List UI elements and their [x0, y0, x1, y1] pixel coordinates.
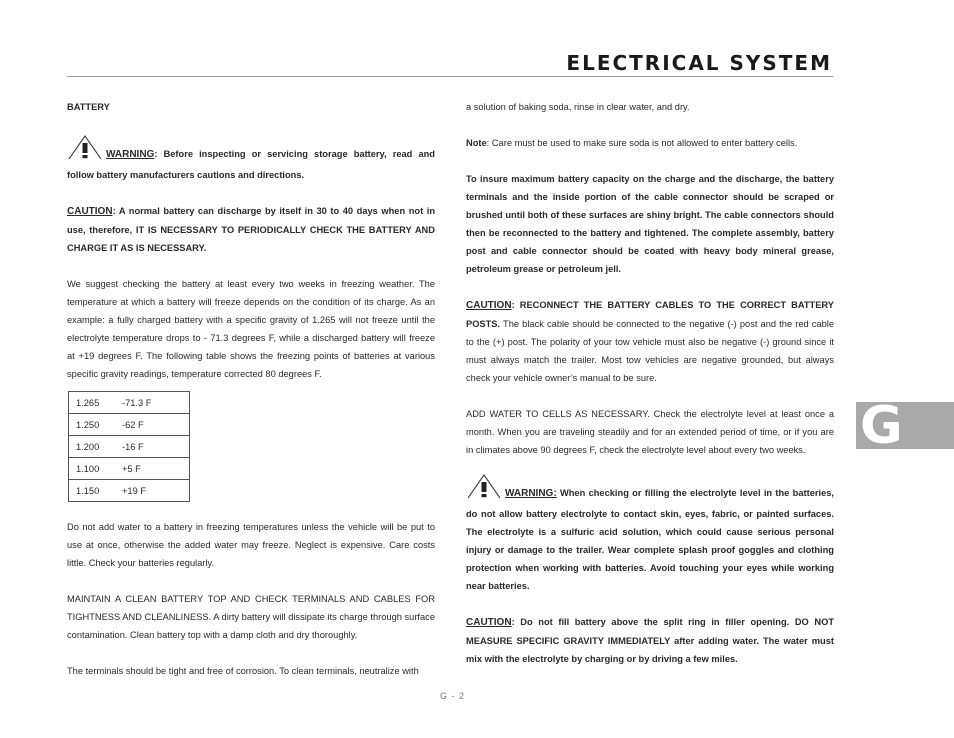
warning-triangle-icon — [67, 134, 103, 166]
section-tab — [856, 396, 954, 456]
gravity-cell: 1.150 — [76, 485, 100, 496]
right-column — [466, 98, 834, 668]
caution-label: CAUTION — [67, 206, 113, 217]
warning-text: : Before inspecting or servicing storage battery, read and follow battery manufacturers cautions and directions. — [67, 149, 435, 180]
note-block — [466, 134, 834, 152]
caution-bold-text: : RECONNECT THE BATTERY CABLES TO THE CORRECT BATTERY POSTS. — [466, 300, 834, 329]
gravity-cell: 1.100 — [76, 463, 100, 474]
paragraph-add-water: ADD WATER TO CELLS AS NECESSARY. Check the electrolyte level at least once a month. When you are traveling steadily and for an extended period of time, or if you are in climates above 90 degrees F, check the electrolyte level about every two weeks. — [466, 409, 834, 455]
paragraph-baking-soda: a solution of baking soda, rinse in clear water, and dry. — [466, 102, 690, 112]
caution-label: CAUTION — [466, 300, 512, 311]
freezing-point-table — [68, 391, 190, 502]
caution-text: The black cable should be connected to the negative (-) post and the red cable to the (+) post. The polarity of your tow vehicle must also be negative (-) ground since it must always match the trailer. Most tow vehicles are negative grounded, but always check your vehicle owner’s manual to be sure. — [466, 319, 834, 383]
warning-label: WARNING: — [505, 488, 557, 499]
caution-block-2 — [466, 296, 834, 387]
note-label: Note — [466, 138, 487, 148]
gravity-cell: 1.200 — [76, 441, 100, 452]
table-row — [69, 436, 190, 458]
left-column — [67, 98, 435, 680]
section-heading-battery: BATTERY — [67, 102, 110, 112]
caution-label: CAUTION — [466, 617, 512, 628]
page-number: G - 2 — [440, 691, 466, 701]
table-row — [69, 392, 190, 414]
paragraph-terminals: The terminals should be tight and free of corrosion. To clean terminals, neutralize with — [67, 666, 419, 676]
warning-text: When checking or filling the electrolyte level in the batteries, do not allow battery electrolyte to contact skin, eyes, fabric, or painted surfaces. The electrolyte is a sulfuric acid solution, which could cause serious personal injury or damage to the trailer. Wear complete splash proof goggles and clothing protection when working with batteries. Avoid touching your eyes while working near batteries. — [466, 488, 834, 591]
paragraph-clean-top: MAINTAIN A CLEAN BATTERY TOP AND CHECK TERMINALS AND CABLES FOR TIGHTNESS AND CLEANLINESS. A dirty battery will dissipate its charge through surface contamination. Clean battery top with a damp cloth and dry thoroughly. — [67, 594, 435, 640]
header-rule — [67, 76, 833, 77]
caution-block-1 — [67, 202, 435, 257]
section-tab-letter: G — [860, 396, 903, 456]
gravity-cell: 1.265 — [76, 397, 100, 408]
table-row — [69, 458, 190, 480]
caution-block-3 — [466, 613, 834, 668]
caution-text: : Do not fill battery above the split ring in filler opening. DO NOT MEASURE SPECIFIC GRAVITY IMMEDIATELY after adding water. The water must mix with the electrolyte by charging or by driving a few miles. — [466, 617, 834, 664]
paragraph-freezing: We suggest checking the battery at least every two weeks in freezing weather. The temperature at which a battery will freeze depends on the condition of its charge. As an example: a fully charged battery with a specific gravity of 1.265 will not freeze until the electrolyte temperature drops to - 71.3 degrees F, while a discharged battery will freeze at +19 degrees F. The following table shows the freezing points of batteries at various specific gravity readings, temperature corrected 80 degrees F. — [67, 279, 435, 379]
table-row — [69, 480, 190, 502]
warning-block-1 — [67, 134, 435, 184]
temp-cell: +5 F — [122, 463, 141, 474]
temp-cell: -16 F — [122, 441, 144, 452]
gravity-cell: 1.250 — [76, 419, 100, 430]
warning-label: WARNING — [106, 149, 155, 160]
warning-triangle-icon — [466, 473, 502, 505]
caution-text-b: IT IS NECESSARY TO PERIODICALLY CHECK THE BATTERY AND CHARGE IT AS IS NECESSARY. — [67, 225, 435, 253]
temp-cell: -62 F — [122, 419, 144, 430]
caution-text-a: : A normal battery can discharge by itself in 30 to 40 days when not in use, therefore, — [67, 206, 435, 235]
note-text: : Care must be used to make sure soda is not allowed to enter battery cells. — [486, 138, 798, 148]
warning-block-2 — [466, 473, 834, 595]
table-row — [69, 414, 190, 436]
temp-cell: -71.3 F — [122, 397, 152, 408]
temp-cell: +19 F — [122, 485, 147, 496]
paragraph-freezing-water: Do not add water to a battery in freezing temperatures unless the vehicle will be put to use at once, otherwise the added water may freeze. Neglect is expensive. Care costs little. Check your batteries regularly. — [67, 522, 435, 568]
paragraph-capacity: To insure maximum battery capacity on the charge and the discharge, the battery terminals and the inside portion of the cable connector should be scraped or brushed until both of these surfaces are shiny bright. The cable connectors should then be reconnected to the battery and tightened. The complete assembly, battery post and cable connector should be coated with heavy body mineral grease, petroleum grease or petroleum jell. — [466, 174, 834, 274]
page-title: ELECTRICAL SYSTEM — [566, 51, 832, 75]
